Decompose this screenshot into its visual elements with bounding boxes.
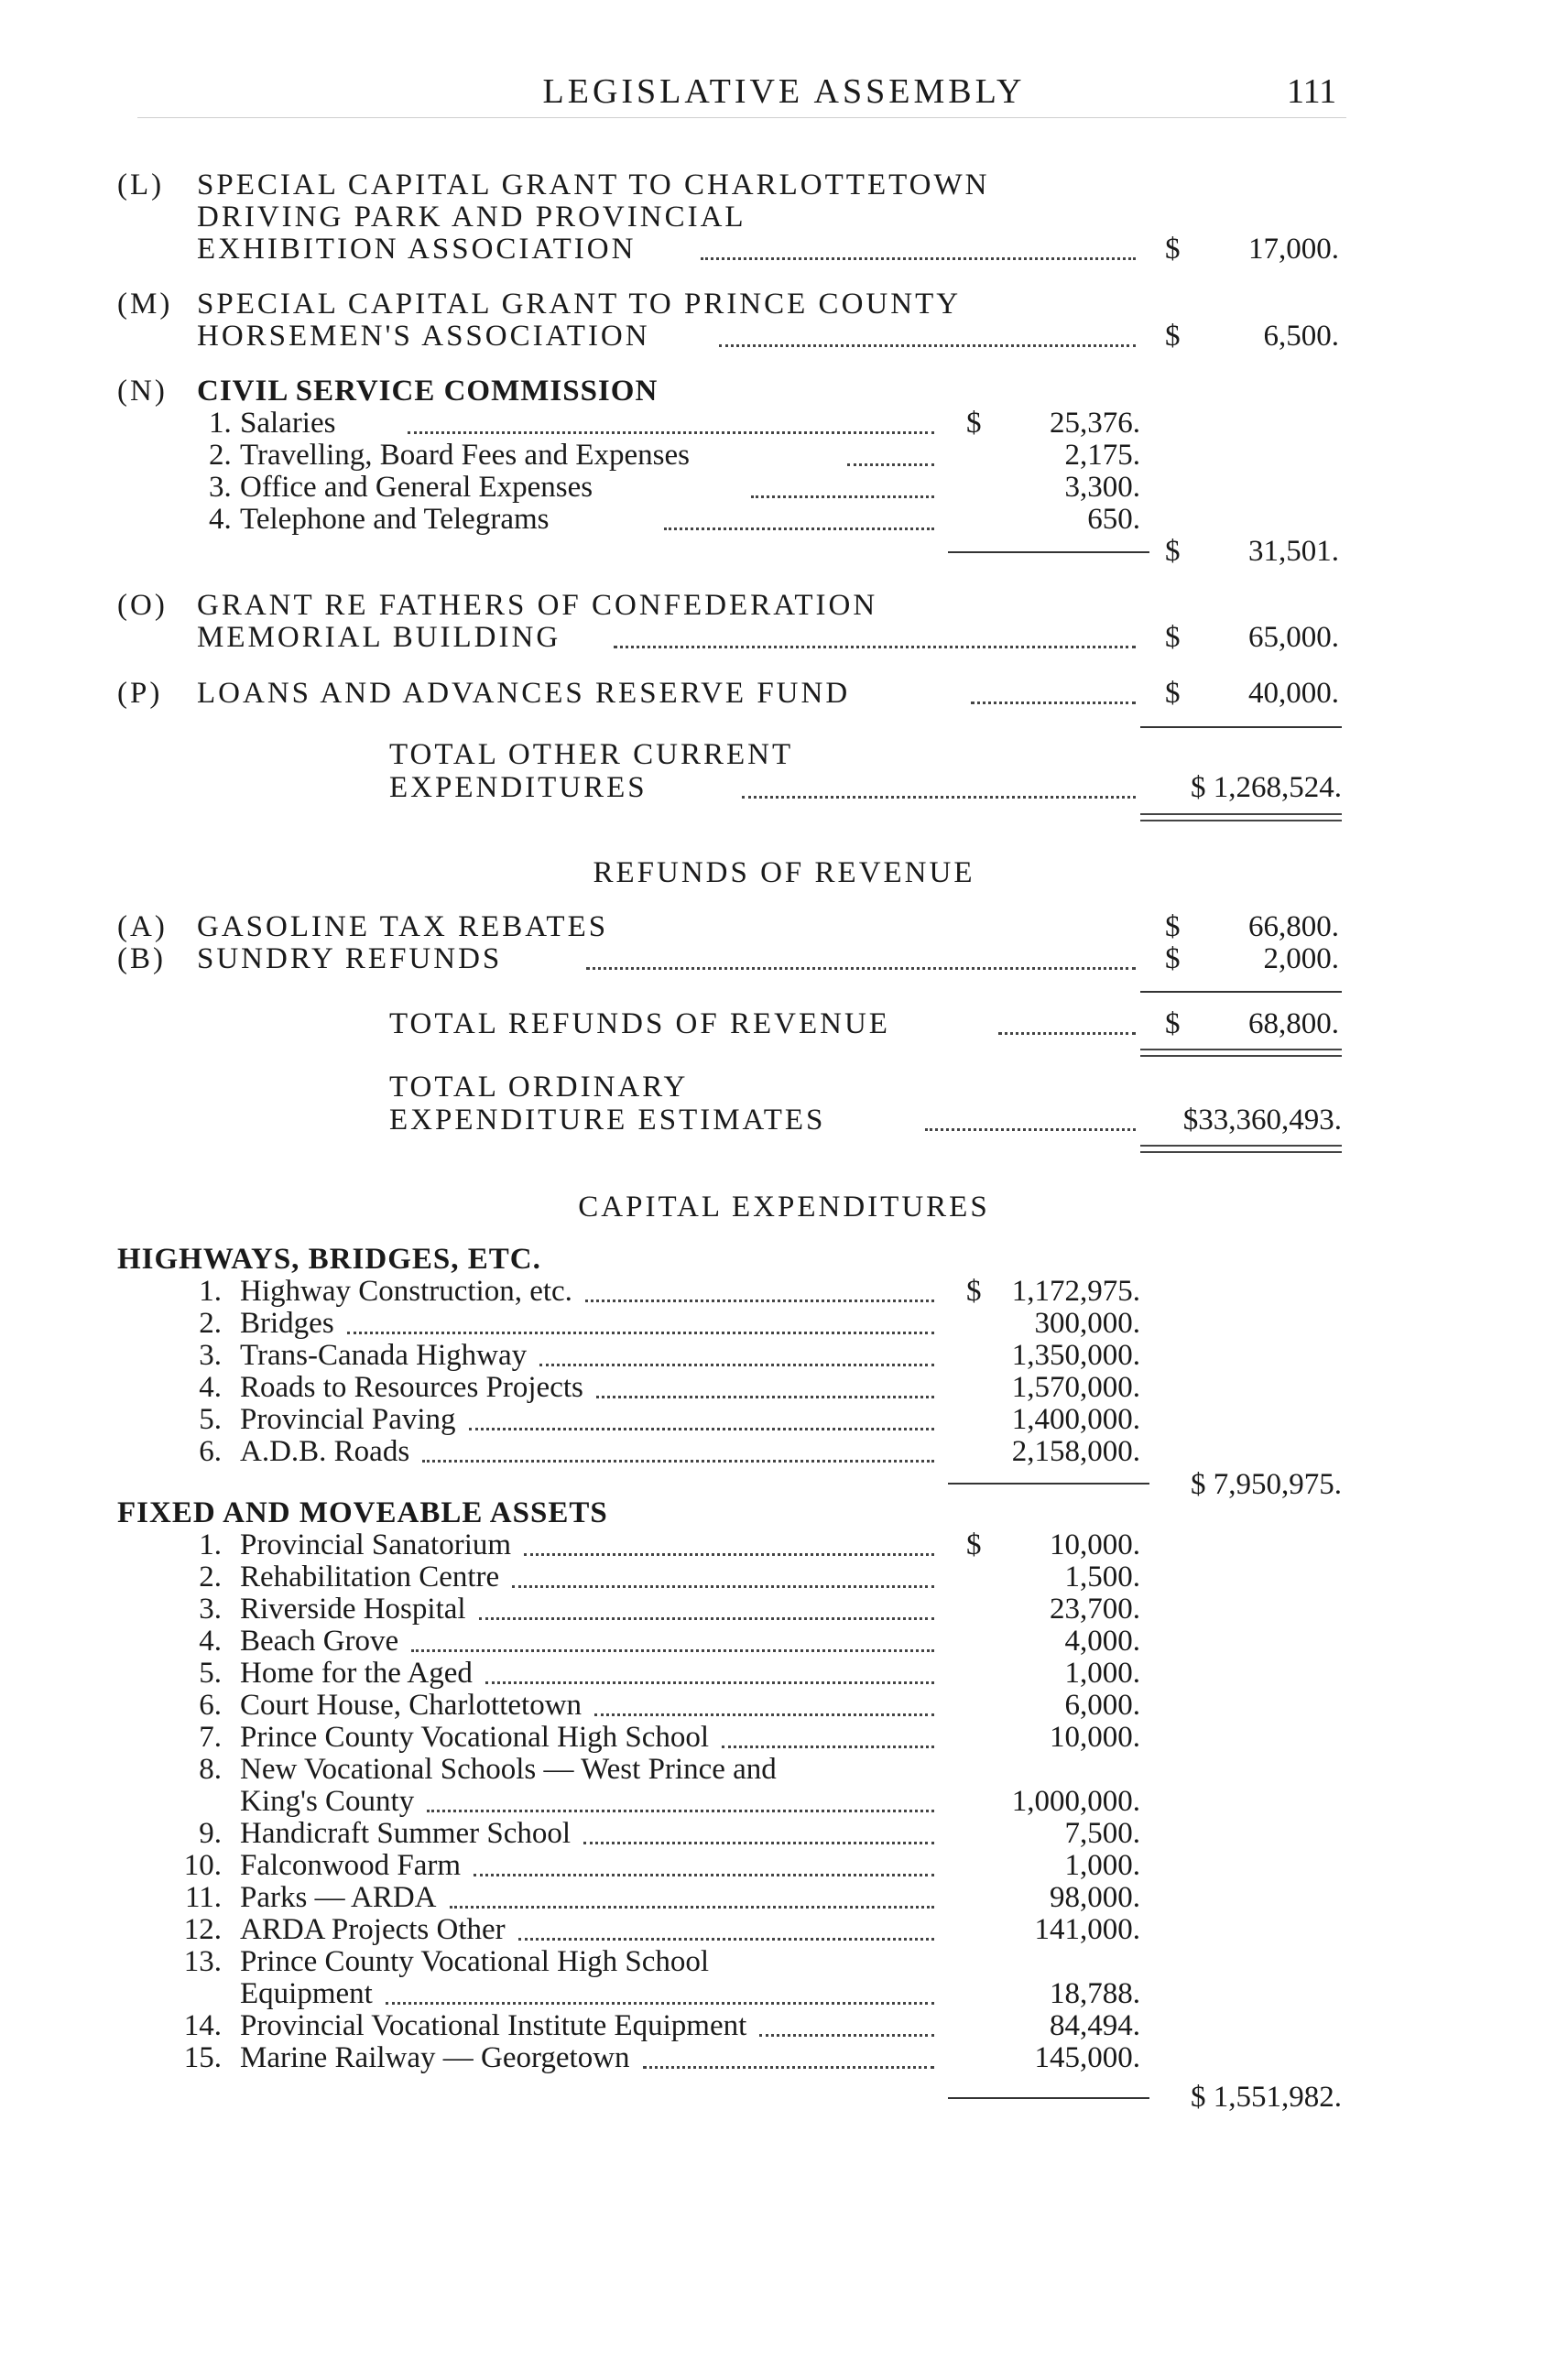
item-p-label: (P) bbox=[117, 677, 163, 710]
n-row-amount: 650. bbox=[1087, 503, 1140, 536]
row-description-cont: Equipment bbox=[240, 1977, 373, 2010]
leader-dots bbox=[614, 646, 1136, 648]
row-amount: 4,000. bbox=[1064, 1625, 1140, 1658]
row-number: 2. bbox=[199, 1561, 222, 1593]
row-number: 5. bbox=[199, 1657, 222, 1690]
fixed-assets-title: FIXED AND MOVEABLE ASSETS bbox=[117, 1496, 608, 1529]
leader-dots bbox=[422, 1460, 934, 1463]
row-amount: 23,700. bbox=[1050, 1593, 1140, 1626]
highways-total: $ 7,950,975. bbox=[1191, 1468, 1342, 1501]
leader-dots bbox=[427, 1810, 934, 1812]
row-number: 12. bbox=[183, 1913, 222, 1946]
row-description: Rehabilitation Centre bbox=[240, 1561, 500, 1593]
row-description: Prince County Vocational High School bbox=[240, 1945, 710, 1978]
item-p-currency: $ bbox=[1165, 677, 1181, 710]
row-description: Prince County Vocational High School bbox=[240, 1721, 710, 1754]
leader-dots bbox=[518, 1938, 934, 1941]
leader-dots bbox=[847, 463, 934, 466]
n-row-amount: 2,175. bbox=[1064, 439, 1140, 472]
item-l-line1: SPECIAL CAPITAL GRANT TO CHARLOTTETOWN bbox=[197, 169, 990, 201]
row-description: Handicraft Summer School bbox=[240, 1817, 572, 1850]
item-l-line3: EXHIBITION ASSOCIATION bbox=[197, 233, 637, 266]
row-amount: 98,000. bbox=[1050, 1881, 1140, 1914]
subtotal-rule bbox=[948, 2097, 1149, 2099]
page-header-title: LEGISLATIVE ASSEMBLY bbox=[542, 72, 1026, 111]
item-o-amount: 65,000. bbox=[1248, 621, 1339, 654]
row-number: 11. bbox=[184, 1881, 222, 1914]
item-m-label: (M) bbox=[117, 288, 173, 321]
row-currency: $ bbox=[966, 1528, 982, 1561]
row-number: 13. bbox=[183, 1945, 222, 1978]
total-ordinary-line1: TOTAL ORDINARY bbox=[389, 1071, 689, 1104]
item-o-line1: GRANT RE FATHERS OF CONFEDERATION bbox=[197, 589, 878, 622]
total-other-line1: TOTAL OTHER CURRENT bbox=[389, 738, 794, 771]
row-number: 2. bbox=[199, 1307, 222, 1340]
row-number: 4. bbox=[199, 1625, 222, 1658]
n-row-text: Salaries bbox=[240, 407, 336, 440]
row-number: 14. bbox=[183, 2009, 222, 2042]
row-number: 6. bbox=[199, 1435, 222, 1468]
row-description: Court House, Charlottetown bbox=[240, 1689, 583, 1722]
n-row-text: Office and General Expenses bbox=[240, 471, 593, 504]
refund-b-text: SUNDRY REFUNDS bbox=[197, 942, 503, 975]
row-number: 10. bbox=[183, 1849, 222, 1882]
row-description: ARDA Projects Other bbox=[240, 1913, 506, 1946]
item-n-label: (N) bbox=[117, 375, 168, 408]
row-number: 1. bbox=[199, 1528, 222, 1561]
leader-dots bbox=[722, 1746, 934, 1748]
row-amount: 300,000. bbox=[1034, 1307, 1140, 1340]
refunds-heading: REFUNDS OF REVENUE bbox=[593, 856, 975, 889]
item-o-line2: MEMORIAL BUILDING bbox=[197, 621, 561, 654]
item-m-line2: HORSEMEN'S ASSOCIATION bbox=[197, 320, 650, 353]
row-number: 5. bbox=[199, 1403, 222, 1436]
row-amount: 1,570,000. bbox=[1011, 1371, 1140, 1404]
row-description: Provincial Paving bbox=[240, 1403, 456, 1436]
leader-dots bbox=[512, 1585, 934, 1588]
row-amount: 84,494. bbox=[1050, 2009, 1140, 2042]
row-amount: 10,000. bbox=[1050, 1528, 1140, 1561]
refund-a-text: GASOLINE TAX REBATES bbox=[197, 910, 609, 943]
item-l-label: (L) bbox=[117, 169, 165, 201]
row-amount: 145,000. bbox=[1034, 2041, 1140, 2074]
item-o-label: (O) bbox=[117, 589, 168, 622]
item-n-total-currency: $ bbox=[1165, 535, 1181, 568]
leader-dots bbox=[539, 1364, 934, 1366]
row-description: Parks — ARDA bbox=[240, 1881, 437, 1914]
capital-heading: CAPITAL EXPENDITURES bbox=[578, 1191, 990, 1224]
subtotal-rule bbox=[948, 1483, 1149, 1485]
row-description: Provincial Vocational Institute Equipment bbox=[240, 2009, 747, 2042]
leader-dots bbox=[719, 344, 1136, 347]
row-description-cont: King's County bbox=[240, 1785, 415, 1818]
item-o-currency: $ bbox=[1165, 621, 1181, 654]
row-number: 3. bbox=[199, 1339, 222, 1372]
leader-dots bbox=[594, 1713, 934, 1716]
item-m-line1: SPECIAL CAPITAL GRANT TO PRINCE COUNTY bbox=[197, 288, 962, 321]
n-row-text: Telephone and Telegrams bbox=[240, 503, 550, 536]
leader-dots bbox=[347, 1332, 934, 1334]
double-rule bbox=[1140, 1145, 1342, 1153]
total-ordinary-amount: $33,360,493. bbox=[1182, 1104, 1342, 1137]
item-p-line1: LOANS AND ADVANCES RESERVE FUND bbox=[197, 677, 851, 710]
row-description: Highway Construction, etc. bbox=[240, 1275, 572, 1308]
item-l-line2: DRIVING PARK AND PROVINCIAL bbox=[197, 201, 746, 234]
row-currency: $ bbox=[966, 1275, 982, 1308]
row-description: New Vocational Schools — West Prince and bbox=[240, 1753, 777, 1786]
row-number: 9. bbox=[199, 1817, 222, 1850]
refund-b-label: (B) bbox=[117, 942, 166, 975]
total-other-line2: EXPENDITURES bbox=[389, 771, 648, 804]
total-ordinary-line2: EXPENDITURE ESTIMATES bbox=[389, 1104, 826, 1137]
row-amount: 2,158,000. bbox=[1011, 1435, 1140, 1468]
refund-a-currency: $ bbox=[1165, 910, 1181, 943]
leader-dots bbox=[751, 495, 934, 498]
header-rule bbox=[137, 117, 1346, 118]
row-number: 7. bbox=[199, 1721, 222, 1754]
leader-dots bbox=[701, 257, 1136, 260]
leader-dots bbox=[664, 527, 934, 530]
n-row-num: 1. bbox=[209, 407, 232, 440]
row-description: Bridges bbox=[240, 1307, 334, 1340]
n-row-num: 4. bbox=[209, 503, 232, 536]
leader-dots bbox=[485, 1681, 934, 1684]
leader-dots bbox=[586, 967, 1136, 970]
row-description: Home for the Aged bbox=[240, 1657, 473, 1690]
item-n-title: CIVIL SERVICE COMMISSION bbox=[197, 375, 659, 408]
row-description: Falconwood Farm bbox=[240, 1849, 462, 1882]
row-description: Trans-Canada Highway bbox=[240, 1339, 528, 1372]
row-amount: 1,000,000. bbox=[1011, 1785, 1140, 1818]
total-rule bbox=[1140, 726, 1342, 728]
leader-dots bbox=[408, 431, 934, 434]
row-description: Provincial Sanatorium bbox=[240, 1528, 512, 1561]
leader-dots bbox=[971, 702, 1136, 704]
item-m-currency: $ bbox=[1165, 320, 1181, 353]
n-row-currency: $ bbox=[966, 407, 982, 440]
double-rule bbox=[1140, 813, 1342, 821]
total-rule bbox=[1140, 991, 1342, 993]
n-row-text: Travelling, Board Fees and Expenses bbox=[240, 439, 690, 472]
refund-a-label: (A) bbox=[117, 910, 168, 943]
row-number: 8. bbox=[199, 1753, 222, 1786]
page-number: 111 bbox=[1287, 72, 1337, 111]
row-amount: 1,500. bbox=[1064, 1561, 1140, 1593]
row-description: Beach Grove bbox=[240, 1625, 399, 1658]
refund-a-amount: 66,800. bbox=[1248, 910, 1339, 943]
leader-dots bbox=[643, 2066, 934, 2069]
item-m-amount: 6,500. bbox=[1263, 320, 1339, 353]
leader-dots bbox=[585, 1300, 934, 1302]
row-description: Roads to Resources Projects bbox=[240, 1371, 583, 1404]
item-n-total: 31,501. bbox=[1248, 535, 1339, 568]
refund-b-currency: $ bbox=[1165, 942, 1181, 975]
leader-dots bbox=[469, 1428, 934, 1430]
row-amount: 1,000. bbox=[1064, 1849, 1140, 1882]
fixed-assets-total: $ 1,551,982. bbox=[1191, 2081, 1342, 2114]
row-amount: 1,400,000. bbox=[1011, 1403, 1140, 1436]
leader-dots bbox=[925, 1128, 1136, 1131]
refunds-total-currency: $ bbox=[1165, 1007, 1181, 1040]
row-amount: 1,172,975. bbox=[1011, 1275, 1140, 1308]
refunds-total-amount: 68,800. bbox=[1248, 1007, 1339, 1040]
row-description: A.D.B. Roads bbox=[240, 1435, 410, 1468]
item-l-amount: 17,000. bbox=[1248, 233, 1339, 266]
item-l-currency: $ bbox=[1165, 233, 1181, 266]
leader-dots bbox=[596, 1396, 934, 1398]
highways-title: HIGHWAYS, BRIDGES, ETC. bbox=[117, 1243, 541, 1276]
row-number: 1. bbox=[199, 1275, 222, 1308]
row-amount: 6,000. bbox=[1064, 1689, 1140, 1722]
row-amount: 1,000. bbox=[1064, 1657, 1140, 1690]
row-amount: 10,000. bbox=[1050, 1721, 1140, 1754]
refunds-total-label: TOTAL REFUNDS OF REVENUE bbox=[389, 1007, 890, 1040]
row-amount: 141,000. bbox=[1034, 1913, 1140, 1946]
leader-dots bbox=[386, 2002, 934, 2005]
n-row-amount: 25,376. bbox=[1050, 407, 1140, 440]
leader-dots bbox=[524, 1553, 934, 1556]
row-number: 15. bbox=[183, 2041, 222, 2074]
row-description: Riverside Hospital bbox=[240, 1593, 466, 1626]
row-number: 4. bbox=[199, 1371, 222, 1404]
row-amount: 18,788. bbox=[1050, 1977, 1140, 2010]
leader-dots bbox=[759, 2034, 934, 2037]
double-rule bbox=[1140, 1049, 1342, 1057]
subtotal-rule bbox=[948, 551, 1149, 553]
leader-dots bbox=[479, 1617, 934, 1620]
refund-b-amount: 2,000. bbox=[1263, 942, 1339, 975]
leader-dots bbox=[998, 1032, 1136, 1035]
n-row-amount: 3,300. bbox=[1064, 471, 1140, 504]
row-amount: 1,350,000. bbox=[1011, 1339, 1140, 1372]
row-description: Marine Railway — Georgetown bbox=[240, 2041, 630, 2074]
row-number: 6. bbox=[199, 1689, 222, 1722]
leader-dots bbox=[411, 1649, 934, 1652]
row-number: 3. bbox=[199, 1593, 222, 1626]
leader-dots bbox=[742, 796, 1136, 799]
total-other-amount: $ 1,268,524. bbox=[1191, 771, 1342, 804]
leader-dots bbox=[450, 1906, 934, 1909]
row-amount: 7,500. bbox=[1064, 1817, 1140, 1850]
item-p-amount: 40,000. bbox=[1248, 677, 1339, 710]
n-row-num: 2. bbox=[209, 439, 232, 472]
leader-dots bbox=[583, 1842, 934, 1844]
n-row-num: 3. bbox=[209, 471, 232, 504]
leader-dots bbox=[474, 1874, 934, 1876]
